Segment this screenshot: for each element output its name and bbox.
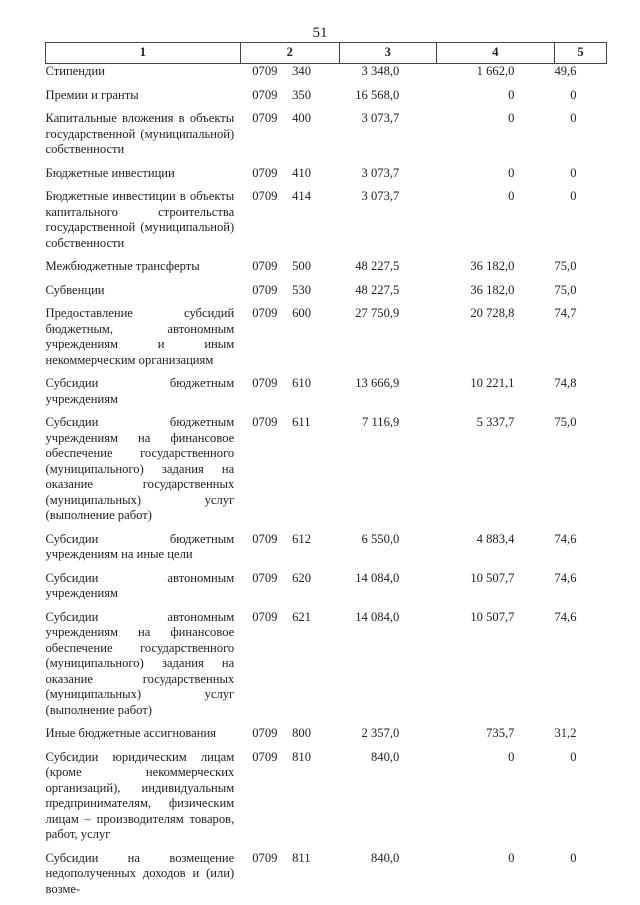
row-name: Бюджетные инвестиции xyxy=(45,165,175,180)
row-percent: 0 xyxy=(570,749,577,764)
row-section-code: 0709 xyxy=(252,87,278,102)
row-percent: 49,6 xyxy=(554,64,577,78)
table-header-row xyxy=(46,43,607,64)
row-percent: 0 xyxy=(570,165,577,180)
row-planned-amount: 14 084,0 xyxy=(355,570,400,585)
row-expense-code: 410 xyxy=(292,165,311,180)
table-row xyxy=(46,571,607,610)
row-percent: 74,6 xyxy=(554,570,577,585)
row-percent: 0 xyxy=(570,189,577,203)
column-header-5: 5 xyxy=(554,43,606,64)
column-header-4: 4 xyxy=(436,43,554,64)
row-expense-code: 612 xyxy=(292,531,311,546)
table-row xyxy=(46,726,607,750)
row-name: Бюджетные инвестиции в объекты капитального строительства государственной (муниципальной) собственности xyxy=(45,189,235,250)
table-row xyxy=(46,306,607,376)
row-name: Субсидии бюджетным учреждениям на финансовое обеспечение государственного (муниципального) задания на оказание государственных (муниципальных) услуг (выполнение работ) xyxy=(45,415,235,522)
row-expense-code: 800 xyxy=(292,726,311,740)
row-percent: 74,6 xyxy=(554,609,577,624)
row-percent: 74,8 xyxy=(554,376,577,390)
row-executed-amount: 20 728,8 xyxy=(470,306,515,320)
row-planned-amount: 3 073,7 xyxy=(361,111,400,125)
row-percent: 74,7 xyxy=(554,306,577,320)
row-percent: 75,0 xyxy=(554,259,577,273)
table-row xyxy=(46,166,607,190)
row-planned-amount: 16 568,0 xyxy=(355,87,400,102)
row-name: Межбюджетные трансферты xyxy=(45,259,200,273)
row-executed-amount: 10 221,1 xyxy=(470,376,515,390)
row-expense-code: 414 xyxy=(292,189,311,203)
row-planned-amount: 2 357,0 xyxy=(361,726,400,740)
row-section-code: 0709 xyxy=(252,531,278,546)
column-header-3: 3 xyxy=(339,43,436,64)
table-row xyxy=(46,88,607,112)
table-row xyxy=(46,376,607,415)
row-expense-code: 811 xyxy=(292,850,311,865)
row-planned-amount: 13 666,9 xyxy=(355,376,400,390)
row-expense-code: 620 xyxy=(292,570,311,585)
row-executed-amount: 10 507,7 xyxy=(470,609,515,624)
row-section-code: 0709 xyxy=(252,850,278,865)
row-expense-code: 610 xyxy=(292,376,311,390)
row-expense-code: 621 xyxy=(292,609,311,624)
row-planned-amount: 48 227,5 xyxy=(355,282,400,297)
row-executed-amount: 36 182,0 xyxy=(470,259,515,273)
row-section-code: 0709 xyxy=(252,376,278,390)
row-section-code: 0709 xyxy=(252,415,278,429)
row-planned-amount: 6 550,0 xyxy=(361,531,400,546)
row-executed-amount: 0 xyxy=(508,749,515,764)
page-number: 51 xyxy=(312,25,328,41)
row-percent: 0 xyxy=(570,850,577,865)
row-expense-code: 500 xyxy=(292,259,311,273)
row-executed-amount: 0 xyxy=(508,165,515,180)
row-executed-amount: 735,7 xyxy=(486,726,515,740)
row-section-code: 0709 xyxy=(252,189,278,203)
column-header-2: 2 xyxy=(240,43,339,64)
table-body xyxy=(46,64,607,905)
table-row xyxy=(46,532,607,571)
row-planned-amount: 3 073,7 xyxy=(361,165,400,180)
row-name: Капитальные вложения в объекты государственной (муниципальной) собственности xyxy=(45,111,235,156)
row-expense-code: 611 xyxy=(292,415,311,429)
row-executed-amount: 5 337,7 xyxy=(476,415,515,429)
row-expense-code: 350 xyxy=(292,87,311,102)
column-header-1: 1 xyxy=(46,43,241,64)
row-name: Стипендии xyxy=(45,64,105,78)
row-name: Субсидии юридическим лицам (кроме некоммерческих организаций), индивидуальным предпринимателям, физическим лицам – производителям товаров, работ, услуг xyxy=(45,749,235,841)
row-section-code: 0709 xyxy=(252,64,278,78)
table-row xyxy=(46,283,607,307)
table-row xyxy=(46,415,607,532)
table-row xyxy=(46,64,607,88)
row-planned-amount: 27 750,9 xyxy=(355,306,400,320)
row-percent: 0 xyxy=(570,111,577,125)
row-name: Субсидии бюджетным учреждениям на иные цели xyxy=(45,531,235,561)
row-expense-code: 530 xyxy=(292,282,311,297)
row-name: Субсидии бюджетным учреждениям xyxy=(45,376,235,406)
row-section-code: 0709 xyxy=(252,749,278,764)
row-executed-amount: 0 xyxy=(508,87,515,102)
table-row xyxy=(46,259,607,283)
row-planned-amount: 7 116,9 xyxy=(362,415,400,429)
table-row xyxy=(46,750,607,851)
row-expense-code: 340 xyxy=(292,64,311,78)
row-percent: 0 xyxy=(570,87,577,102)
row-planned-amount: 840,0 xyxy=(370,850,400,865)
row-expense-code: 400 xyxy=(292,111,311,125)
row-executed-amount: 36 182,0 xyxy=(470,282,515,297)
table-row xyxy=(46,851,607,905)
row-percent: 75,0 xyxy=(554,415,577,429)
row-executed-amount: 1 662,0 xyxy=(476,64,515,78)
row-name: Иные бюджетные ассигнования xyxy=(45,726,217,740)
row-executed-amount: 0 xyxy=(508,189,515,203)
row-section-code: 0709 xyxy=(252,726,278,740)
row-executed-amount: 4 883,4 xyxy=(476,531,515,546)
row-section-code: 0709 xyxy=(252,111,278,125)
table-row xyxy=(46,189,607,259)
row-executed-amount: 0 xyxy=(508,111,515,125)
row-planned-amount: 3 348,0 xyxy=(361,64,400,78)
budget-table xyxy=(45,42,607,905)
row-planned-amount: 840,0 xyxy=(370,749,400,764)
row-planned-amount: 48 227,5 xyxy=(355,259,400,273)
row-executed-amount: 0 xyxy=(508,850,515,865)
row-name: Субсидии автономным учреждениям xyxy=(45,570,235,600)
row-expense-code: 600 xyxy=(292,306,311,320)
table-row xyxy=(46,111,607,166)
row-name: Предоставление субсидий бюджетным, автономным учреждениям и иным некоммерческим организациям xyxy=(45,306,235,367)
row-executed-amount: 10 507,7 xyxy=(470,570,515,585)
row-section-code: 0709 xyxy=(252,570,278,585)
table-row xyxy=(46,610,607,727)
row-name: Премии и гранты xyxy=(45,87,139,102)
row-section-code: 0709 xyxy=(252,259,278,273)
row-planned-amount: 3 073,7 xyxy=(361,189,400,203)
row-name: Субсидии на возмещение недополученных доходов и (или) возме- xyxy=(45,850,235,896)
row-percent: 31,2 xyxy=(554,726,577,740)
row-section-code: 0709 xyxy=(252,609,278,624)
row-percent: 75,0 xyxy=(554,282,577,297)
row-name: Субвенции xyxy=(45,282,105,297)
row-planned-amount: 14 084,0 xyxy=(355,609,400,624)
row-name: Субсидии автономным учреждениям на финансовое обеспечение государственного (муниципального) задания на оказание государственных (муниципальных) услуг (выполнение работ) xyxy=(45,609,235,717)
row-section-code: 0709 xyxy=(252,165,278,180)
row-section-code: 0709 xyxy=(252,282,278,297)
row-percent: 74,6 xyxy=(554,531,577,546)
row-expense-code: 810 xyxy=(292,749,311,764)
row-section-code: 0709 xyxy=(252,306,278,320)
